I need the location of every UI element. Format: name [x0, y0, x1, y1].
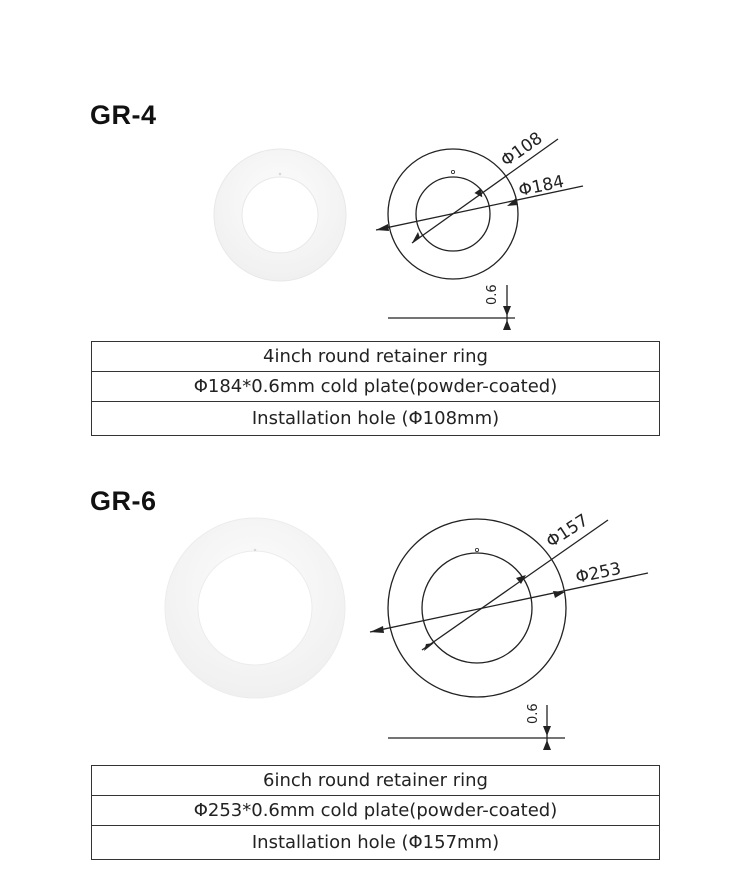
- table-row: [92, 402, 660, 436]
- gr6-inner-circle: [422, 553, 532, 663]
- table-row: [92, 342, 660, 372]
- gr6-product-photo: [165, 518, 345, 698]
- gr6-spec-table: [91, 765, 660, 860]
- gr4-inner-dim-label: Φ108: [497, 128, 547, 172]
- gr6-outer-dim-label: Φ253: [573, 558, 623, 588]
- table-row: [92, 766, 660, 796]
- gr4-outer-dim-label: Φ184: [516, 171, 566, 201]
- spec-cell: 6inch round retainer ring: [92, 766, 660, 796]
- gr4-model-heading: GR-4: [90, 100, 157, 130]
- gr6-inner-dim-label: Φ157: [542, 510, 593, 553]
- gr4-thickness-label: 0.6: [485, 284, 500, 305]
- gr6-model-heading: GR-6: [90, 486, 157, 516]
- table-row: [92, 826, 660, 860]
- gr4-technical-drawing: [376, 139, 583, 330]
- spec-cell: Installation hole (Φ108mm): [92, 402, 660, 436]
- table-row: [92, 372, 660, 402]
- gr6-thickness-label: 0.6: [526, 703, 541, 724]
- table-row: [92, 796, 660, 826]
- gr6-technical-drawing: [370, 519, 648, 750]
- spec-cell: Φ253*0.6mm cold plate(powder-coated): [92, 796, 660, 826]
- spec-cell: Φ184*0.6mm cold plate(powder-coated): [92, 372, 660, 402]
- gr4-product-photo: [214, 149, 346, 281]
- gr4-spec-table: [91, 341, 660, 436]
- gr6-outer-circle: [388, 519, 566, 697]
- spec-cell: Installation hole (Φ157mm): [92, 826, 660, 860]
- spec-cell: 4inch round retainer ring: [92, 342, 660, 372]
